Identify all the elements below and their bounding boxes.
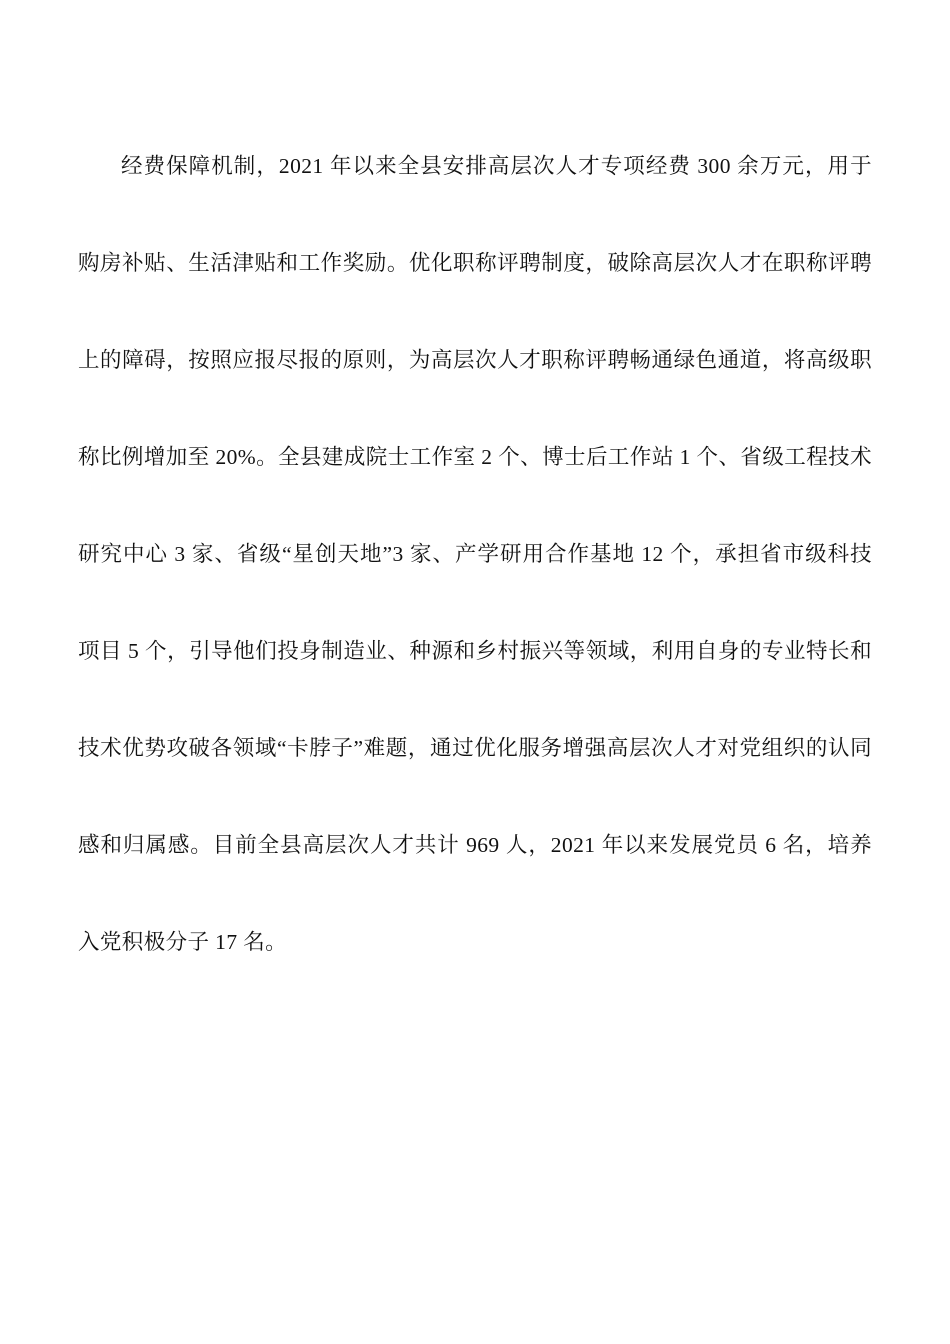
document-paragraph: 经费保障机制，2021 年以来全县安排高层次人才专项经费 300 余万元，用于购房补贴、生活津贴和工作奖励。优化职称评聘制度，破除高层次人才在职称评聘上的障碍，按照应报尽报的原则，为高层次人才职称评聘畅通绿色通道，将高级职称比例增加至 20%。全县建成院士工作室 2 个、博士后工作站 1 个、省级工程技术研究中心 3 家、省级“星创天地”3 家、产学研用合作基地 12 个，承担省市级科技项目 5 个，引导他们投身制造业、种源和乡村振兴等领域，利用自身的专业特长和技术优势攻破各领域“卡脖子”难题，通过优化服务增强高层次人才对党组织的认同感和归属感。目前全县高层次人才共计 969 人，2021 年以来发展党员 6 名，培养入党积极分子 17 名。 bbox=[78, 154, 872, 954]
document-body bbox=[78, 118, 872, 991]
